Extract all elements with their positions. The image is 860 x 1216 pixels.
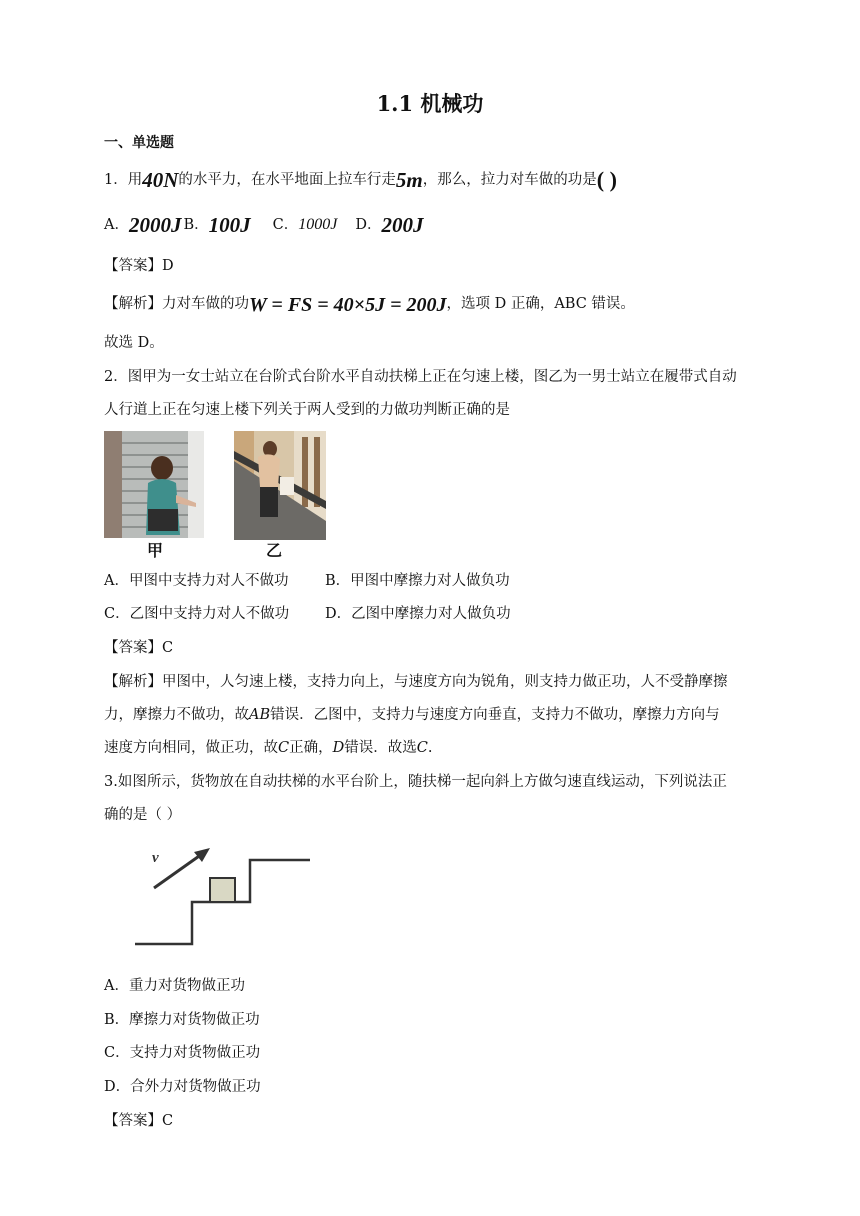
q2-option-c: C．乙图中支持力对人不做功	[104, 606, 290, 622]
q1-formula: W = FS = 40×5J = 200J	[249, 294, 447, 316]
q1-analysis	[104, 294, 635, 315]
question-1-options	[104, 215, 424, 235]
q2-analysis-line-3	[104, 738, 432, 758]
q2-analysis-text: 正确，	[289, 740, 333, 756]
q2-analysis-text: 错误．故选	[344, 740, 417, 756]
question-1-stem	[104, 167, 617, 192]
q1-option-b-label: B．	[183, 217, 209, 233]
q2-answer: 【答案】C	[104, 640, 174, 656]
q1-answer-blank: ( )	[596, 167, 617, 192]
section-heading: 一、单选题	[104, 135, 174, 151]
figure-caption-jia: 甲	[147, 541, 164, 560]
q1-stem-part: 的水平力，在水平地面上拉车行走	[178, 172, 396, 188]
q2-option-a: A．甲图中支持力对人不做功	[104, 573, 289, 589]
q2-analysis-text: .	[427, 740, 433, 756]
q2-option-d: D．乙图中摩擦力对人做负功	[325, 606, 511, 622]
q2-stem-line-1: 2．图甲为一女士站立在台阶式台阶水平自动扶梯上正在匀速上楼，图乙为一男士站立在履带式自动	[104, 369, 737, 385]
q3-stem-line-2: 确的是（ ）	[104, 807, 182, 823]
q2-analysis-option-ref: AB	[249, 707, 271, 723]
q2-analysis-option-ref: D	[332, 740, 345, 756]
q3-option-c: C．支持力对货物做正功	[104, 1045, 261, 1061]
q1-option-b: 100J	[208, 213, 251, 237]
figure-caption-yi: 乙	[266, 541, 283, 560]
q1-stem-part: ，那么，拉力对车做的功是	[422, 172, 597, 188]
q2-analysis-text: 速度方向相同，做正功，故	[104, 740, 278, 756]
q3-option-d: D．合外力对货物做正功	[104, 1079, 261, 1095]
q1-option-c-label: C．	[272, 217, 299, 233]
q2-options-row-2	[104, 604, 511, 624]
escalator-step-diagram	[130, 842, 315, 952]
q2-options-row-1	[104, 571, 510, 591]
q1-force-value: 40N	[142, 168, 179, 192]
q2-analysis-text: 错误．乙图中，支持力与速度方向垂直，支持力不做功，摩擦力方向与	[270, 707, 720, 723]
step-diagram-svg	[130, 842, 315, 952]
q1-option-d: 200J	[381, 213, 424, 237]
q2-analysis-line-2	[104, 705, 720, 725]
q2-option-b: B．甲图中摩擦力对人做负功	[325, 573, 510, 589]
q1-option-d-label: D．	[355, 217, 382, 233]
q2-analysis-line-1: 【解析】甲图中，人匀速上楼，支持力向上，与速度方向为锐角，则支持力做正功，人不受静摩擦	[104, 674, 728, 690]
q2-analysis-option-ref: C	[416, 740, 428, 756]
q1-analysis-text: ，选项 D 正确，ABC 错误。	[446, 296, 635, 312]
q1-stem-part: 1．用	[104, 172, 143, 188]
q1-distance-value: 5m	[395, 168, 423, 192]
velocity-label: v	[152, 850, 159, 866]
q1-analysis-text: 【解析】力对车做的功	[104, 296, 249, 312]
page-title: 1.1 机械功	[376, 91, 484, 116]
q3-stem-line-1: 3.如图所示，货物放在自动扶梯的水平台阶上，随扶梯一起向斜上方做匀速直线运动，下列说法正	[104, 774, 727, 790]
q1-option-a: 2000J	[128, 213, 182, 237]
q2-stem-line-2: 人行道上正在匀速上楼下列关于两人受到的力做功判断正确的是	[104, 402, 510, 418]
q3-option-b: B．摩擦力对货物做正功	[104, 1012, 260, 1028]
escalator-illustration	[104, 431, 204, 538]
q3-option-a: A．重力对货物做正功	[104, 978, 245, 994]
q1-option-a-label: A．	[104, 217, 129, 233]
walkway-photo-right	[234, 431, 326, 540]
q1-option-c: 1000J	[298, 216, 338, 233]
q2-analysis-option-ref: C	[278, 740, 290, 756]
q2-analysis-text: 力，摩擦力不做功，故	[104, 707, 249, 723]
q3-answer: 【答案】C	[104, 1113, 174, 1129]
walkway-illustration	[234, 431, 326, 540]
q1-answer: 【答案】D	[104, 258, 174, 274]
escalator-photo-left	[104, 431, 204, 538]
q1-conclusion: 故选 D。	[104, 335, 164, 351]
